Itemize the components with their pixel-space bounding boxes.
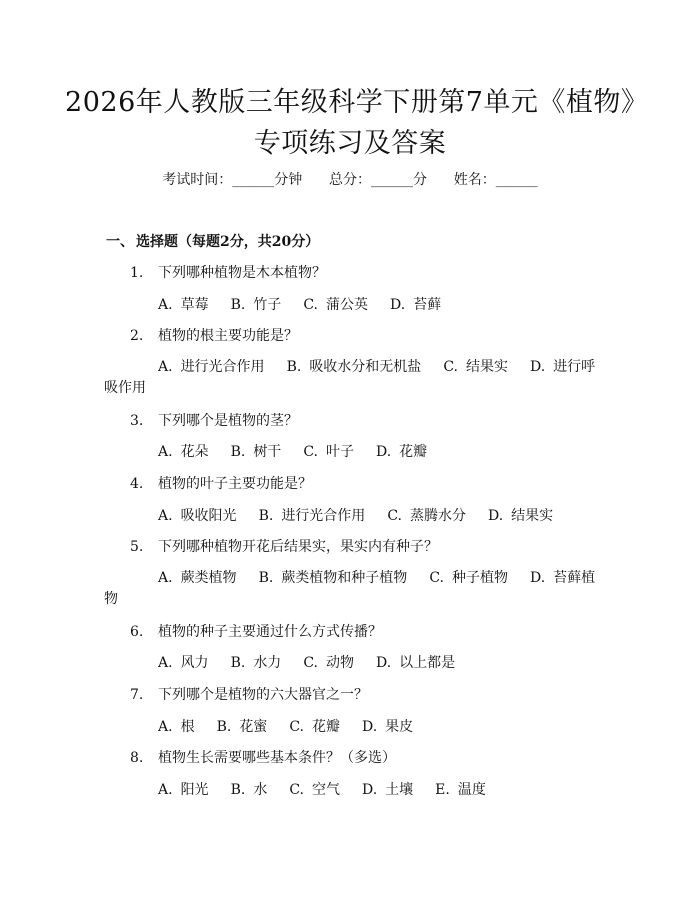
option-c: C. 动物 (303, 655, 354, 671)
option-c: C. 结果实 (443, 359, 508, 375)
option-b: B. 进行光合作用 (258, 508, 366, 524)
option-c: C. 花瓣 (289, 719, 340, 735)
score-blank: ______ (371, 172, 413, 188)
option-b: B. 水力 (230, 655, 282, 671)
time-label: 考试时间： (162, 172, 233, 188)
option-d: D. 果皮 (361, 719, 414, 735)
option-d: D. 进行呼吸作用 (104, 359, 596, 396)
option-d: D. 结果实 (487, 508, 554, 524)
question-7 (130, 684, 368, 704)
option-c: C. 空气 (289, 782, 340, 798)
question-5-options (104, 568, 600, 610)
option-a: A. 阳光 (158, 782, 209, 798)
question-2 (130, 325, 298, 345)
question-number: 7. (130, 687, 144, 703)
question-2-options (104, 357, 600, 399)
question-text: 植物的叶子主要功能是？ (158, 476, 312, 492)
question-number: 3. (130, 413, 144, 429)
option-b: B. 花蜜 (216, 719, 268, 735)
section-heading (106, 231, 319, 251)
option-d: D. 苔藓植物 (104, 570, 596, 607)
question-number: 6. (130, 624, 144, 640)
option-d: D. 花瓣 (375, 444, 428, 460)
option-b: B. 树干 (230, 444, 282, 460)
option-b: B. 蕨类植物和种子植物 (258, 570, 408, 586)
question-3-options (158, 441, 427, 461)
question-6 (130, 621, 382, 641)
question-number: 4. (130, 476, 144, 492)
option-a: A. 根 (158, 719, 195, 735)
question-3 (130, 410, 298, 430)
question-number: 2. (130, 328, 144, 344)
option-c: C. 蒲公英 (303, 297, 368, 313)
question-number: 8. (130, 750, 144, 766)
option-a: A. 吸收阳光 (158, 508, 237, 524)
exam-info-line (0, 169, 700, 189)
question-8 (130, 747, 396, 767)
question-number: 5. (130, 539, 144, 555)
question-4 (130, 473, 312, 493)
question-1 (130, 262, 326, 282)
question-4-options (158, 505, 553, 525)
option-a: A. 蕨类植物 (158, 570, 237, 586)
question-text: 下列哪种植物是木本植物？ (158, 265, 326, 281)
option-b: B. 水 (230, 782, 268, 798)
question-text: 下列哪个是植物的六大器官之一？ (158, 687, 368, 703)
section-title: 选择题（每题2分，共20分） (136, 234, 320, 250)
question-text: 下列哪种植物开花后结果实，果实内有种子？ (158, 539, 438, 555)
option-c: C. 蒸腾水分 (387, 508, 466, 524)
question-text: 下列哪个是植物的茎？ (158, 413, 298, 429)
question-text: 植物的根主要功能是？ (158, 328, 298, 344)
option-d: D. 苔藓 (389, 297, 442, 313)
option-a: A. 花朵 (158, 444, 209, 460)
page-title: 2026年人教版三年级科学下册第7单元《植物》专项练习及答案 (65, 87, 635, 159)
option-a: A. 草莓 (158, 297, 209, 313)
question-text: 植物生长需要哪些基本条件？（多选） (158, 750, 396, 766)
time-blank: ______ (232, 172, 275, 188)
time-unit: 分钟 (274, 172, 303, 188)
name-blank: ______ (495, 172, 538, 188)
question-5 (130, 536, 438, 556)
question-1-options (158, 294, 441, 314)
name-label: 姓名： (453, 172, 496, 188)
option-e: E. 温度 (435, 782, 486, 798)
option-c: C. 种子植物 (429, 570, 508, 586)
option-b: B. 竹子 (230, 297, 282, 313)
question-6-options (158, 652, 455, 672)
question-text: 植物的种子主要通过什么方式传播？ (158, 624, 382, 640)
option-a: A. 风力 (158, 655, 209, 671)
option-b: B. 吸收水分和无机盐 (286, 359, 422, 375)
question-number: 1. (130, 265, 144, 281)
option-c: C. 叶子 (303, 444, 354, 460)
option-d: D. 土壤 (361, 782, 414, 798)
option-a: A. 进行光合作用 (158, 359, 265, 375)
question-7-options (158, 716, 413, 736)
question-8-options (158, 779, 486, 799)
score-label: 总分： (329, 172, 371, 188)
section-number: 一、 (106, 234, 134, 250)
score-unit: 分 (413, 172, 427, 188)
option-d: D. 以上都是 (375, 655, 456, 671)
